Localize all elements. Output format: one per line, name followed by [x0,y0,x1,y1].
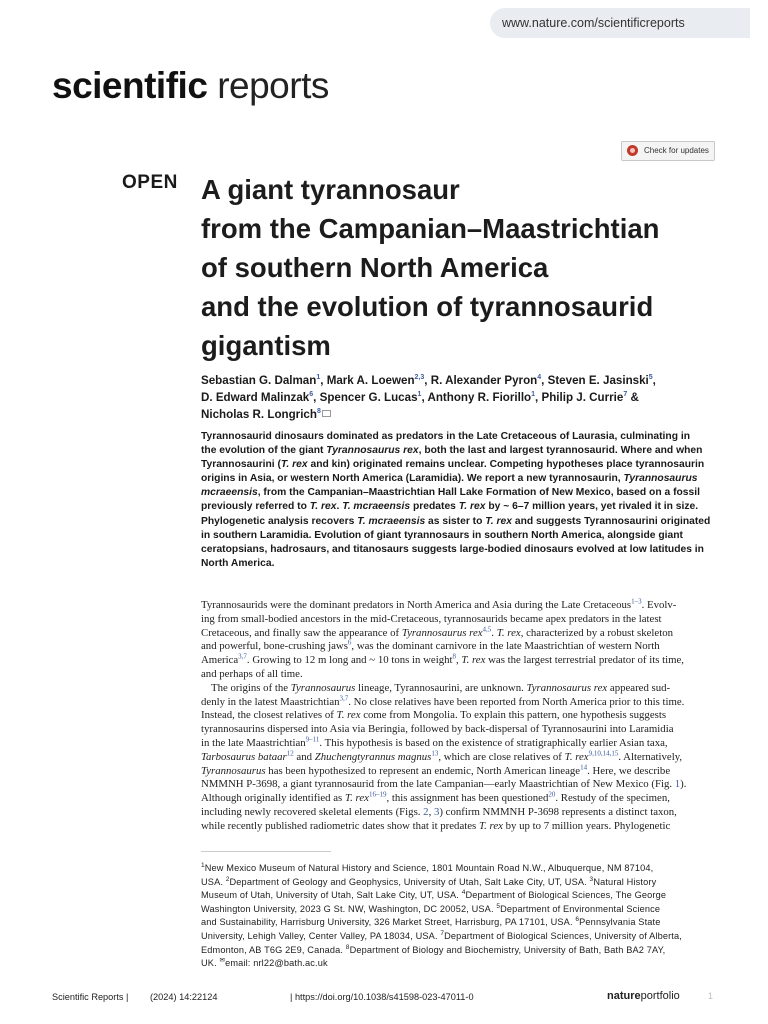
body-line: America$^{3,7}$. Growing to 12 m long and ~ 10 tons in weight$^8$, T. rex was the largest terrestrial predator of its time, [201,652,684,667]
journal-url[interactable]: www.nature.com/scientificreports [502,16,685,30]
corresponding-email[interactable]: email: nrl22@bath.ac.uk [225,958,328,969]
crossmark-icon [627,145,638,156]
citation-link[interactable]: 1–3 [631,597,642,606]
citation-link[interactable]: 13 [431,749,439,758]
citation-link[interactable]: 20 [548,790,556,799]
author-affiliation[interactable]: 1 [316,374,321,382]
body-line: tyrannosaurins dispersed into Asia via Beringia, followed by back-dispersal of Tyrannosaurini into Laramidia [201,723,674,736]
open-access-label: OPEN [122,172,178,193]
title-line: and the evolution of tyrannosaurid [201,291,654,322]
abstract-line: Tyrannosaurini (T. rex and kin) originated remains unclear. Competing hypotheses place tyrannosaurin [201,459,705,471]
abstract-line: in southern Laramidia. Evolution of giant tyrannosaurs in southern North America, alongside giant [201,529,683,541]
author-name[interactable]: , Steven E. Jasinski [541,374,649,387]
affiliation-line: Museum of Utah, University of Utah, Salt Lake City, UT, USA. $^4$Department of Biological Sciences, The George [201,889,667,901]
journal-url-bar[interactable] [490,8,750,38]
citation-link[interactable]: 4,5 [482,625,492,633]
author-name[interactable]: D. Edward Malinzak [201,391,310,404]
author-name[interactable]: Sebastian G. Dalman [201,374,317,387]
title-line: of southern North America [201,252,549,283]
abstract-line: the evolution of the giant Tyrannosaurus rex, both the last and largest tyrannosaurid. Where and when [201,445,703,457]
citation-link[interactable]: 3,7 [238,652,247,661]
body-line: and powerful, bone-crushing jaws$^6$, was the dominant carnivore in the late Maastrichtian of western North [201,638,660,653]
author-line [201,372,701,389]
affiliations [201,862,715,971]
body-line: ing from small-bodied ancestors in the mid-Cretaceous, tyrannosaurids became apex predators in the latest [201,612,662,625]
publisher-logo: natureportfolio [607,990,680,1002]
author-line [201,406,701,423]
title-line: A giant tyrannosaur [201,174,460,205]
body-line: while recently published radiometric dates show that it predates T. rex by up to 7 million years. Phylogenetic [201,819,671,832]
abstract-line: origins in Asia, or western North America (Laramidia). We report a new tyrannosaurin, Tyrannosaurus [201,473,698,485]
abstract-line: mcraeensis, from the Campanian–Maastrichtian Hall Lake Formation of New Mexico, based on a fossil [201,487,700,499]
citation-link[interactable]: 8 [452,652,456,661]
journal-logo [52,64,329,108]
main-text [201,599,715,834]
body-line: denly in the latest Maastrichtian$^{3,7}$. No close relatives have been reported from North America prior to this time. [201,693,685,708]
body-line: Cretaceous, and finally saw the appearance of Tyrannosaurus rex$^{4,5}$. T. rex, characterized by a robust skeleton [201,625,673,639]
author-name[interactable]: Nicholas R. Longrich [201,408,317,421]
affiliation-line: Edmonton, AB T6G 2E9, Canada. $^8$Department of Biology and Biochemistry, University of Bath, Bath BA2 7AY, [201,943,666,955]
body-line: Tyrannosaurus has been hypothesized to represent an endemic, North American lineage$^{14}$. Here, we describe [201,762,671,777]
title-line: gigantism [201,330,331,361]
citation-link[interactable]: 9,10,14,15 [588,749,619,758]
author-affiliation[interactable]: 6 [309,391,314,399]
affiliation-line: Washington University, 2023 G St. NW, Washington, DC 20052, USA. $^5$Department of Environmental Science [201,902,661,914]
affiliation-divider [201,851,331,852]
affiliation-line: University, Lehigh Valley, Center Valley, PA 18034, USA. $^7$Department of Biological Sciences, University of Alberta, [201,929,682,941]
citation-link[interactable]: 14 [580,762,588,771]
body-line: and perhaps of all time. [201,667,303,680]
check-for-updates-button[interactable] [621,141,715,161]
abstract-line: ceratopsians, hadrosaurs, and titanosaurs suggests large-bodied dinosaurs evolved at low latitudes in [201,543,704,555]
author-affiliation[interactable]: 1 [531,391,536,399]
figure-link[interactable]: 3 [433,805,440,818]
author-affiliation[interactable]: 8 [316,408,321,416]
author-affiliation[interactable]: 7 [623,391,628,399]
citation-link[interactable]: 9–11 [305,735,320,744]
author-affiliation[interactable]: 5 [648,374,653,382]
affiliation-line: and Sustainability, Harrisburg University, 326 Market Street, Harrisburg, PA 17101, USA. $^6$Pennsylvania State [201,916,661,928]
body-line: Although originally identified as T. rex$^{16-19}$, this assignment has been questioned$^{20}$. Restudy of the specimen, [201,790,670,805]
citation-link[interactable]: 16–19 [368,790,387,799]
author-name[interactable]: , Mark A. Loewen [320,374,415,387]
email-icon: ✉ [219,957,226,965]
affiliation-line: UK. ✉email: nrl22@bath.ac.uk [201,957,328,969]
author-affiliation[interactable]: 2,3 [414,374,425,382]
body-line: Instead, the closest relatives of T. rex come from Mongolia. To explain this pattern, one hypothesis suggests [201,709,667,722]
author-line [201,389,701,406]
footer-volume: (2024) 14:22124 [150,992,218,1002]
page-number: 1 [708,991,714,1001]
figure-link[interactable]: 2 [423,805,429,818]
title-line: from the Campanian–Maastrichtian [201,213,660,244]
email-icon[interactable] [322,410,331,417]
citation-link[interactable]: 6 [347,638,352,647]
body-line: Tyrannosaurids were the dominant predators in North America and Asia during the Late Cretaceous$^{1-3}$. Evolv- [201,597,677,611]
journal-name-light: reports [217,65,329,106]
journal-name-bold: scientific [52,65,208,106]
abstract-line: North America. [201,557,275,569]
citation-link[interactable]: 12 [286,749,294,758]
body-line: Tarbosaurus bataar$^{12}$ and Zhuchengtyrannus magnus$^{13}$, which are close relatives of T. rex$^{9,10,14,15}$. Alternatively, [201,749,683,763]
article-title [201,170,721,365]
author-name[interactable]: , Anthony R. Fiorillo [421,391,532,404]
abstract-line: Phylogenetic analysis recovers T. mcraeensis as sister to T. rex and suggests Tyrannosaurini originated [201,515,711,527]
body-line: in the late Maastrichtian$^{9-11}$. This hypothesis is based on the existence of stratigraphically earlier Asian taxa, [201,735,668,749]
author-affiliation[interactable]: 1 [417,391,422,399]
abstract [201,430,713,571]
body-line: including newly recovered skeletal elements (Figs. 2, 3) confirm NMMNH P-3698 represents a distinct taxon, [201,805,677,818]
citation-link[interactable]: 3,7 [339,693,349,702]
author-name[interactable]: , Philip J. Currie [535,391,624,404]
author-name[interactable]: , Spencer G. Lucas [313,391,418,404]
abstract-line: Tyrannosaurid dinosaurs dominated as predators in the Late Cretaceous of Laurasia, culminating in [201,431,691,442]
footer-journal: Scientific Reports | [52,992,129,1002]
affiliation-line: USA. $^2$Department of Geology and Geophysics, University of Utah, Salt Lake City, UT, USA. $^3$Natural History [201,875,657,887]
author-list [201,372,701,423]
footer-doi-link[interactable]: | https://doi.org/10.1038/s41598-023-47011-0 [290,992,474,1002]
body-line: The origins of the Tyrannosaurus lineage, Tyrannosaurini, are unknown. Tyrannosaurus rex appeared sud- [211,681,671,694]
author-name[interactable]: , R. Alexander Pyron [424,374,538,387]
separator: & [627,391,639,404]
abstract-line: previously referred to T. rex. T. mcraeensis predates T. rex by ~ 6–7 million years, yet rivaled it in size. [201,501,699,513]
body-line: NMMNH P-3698, a giant tyrannosaurid from the late Campanian—early Maastrichtian of New Mexico (Fig. 1). [201,778,687,791]
check-for-updates-label: Check for updates [644,146,709,155]
separator: , [652,374,656,387]
figure-link[interactable]: 1 [674,778,681,791]
affiliation-line: $^1$New Mexico Museum of Natural History and Science, 1801 Mountain Road N.W., Albuquerque, NM 87104, [201,861,654,873]
author-affiliation[interactable]: 4 [537,374,542,382]
